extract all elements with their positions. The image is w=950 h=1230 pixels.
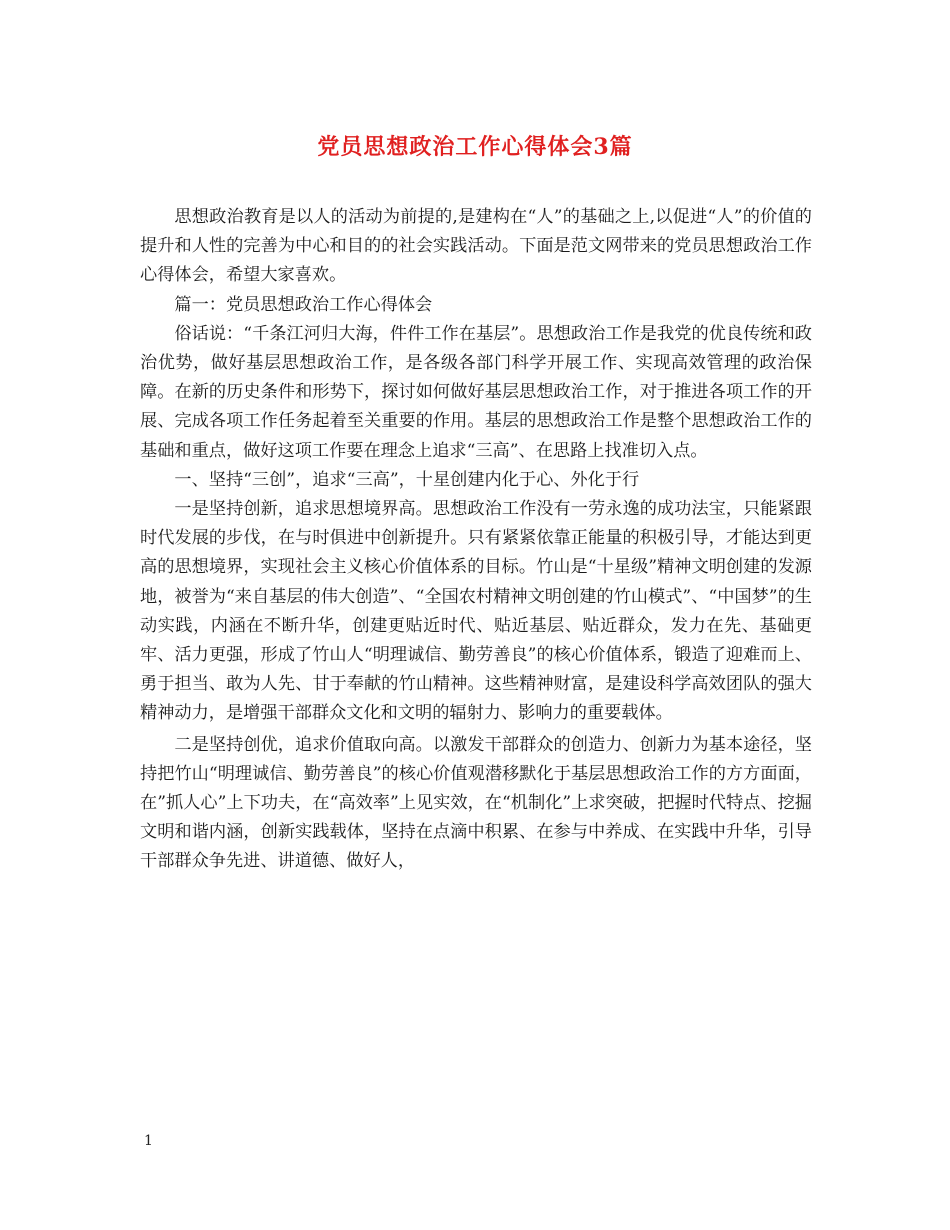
intro-paragraph: 思想政治教育是以人的活动为前提的,是建构在“人”的基础之上,以促进“人”的价值的提升和人性的完善为中心和目的的社会实践活动。下面是范文网带来的党员思想政治工作心得体会，希望大家喜欢。 [140,207,812,286]
body-paragraph: 一是坚持创新，追求思想境界高。思想政治工作没有一劳永逸的成功法宝，只能紧跟时代发展的步伐，在与时俱进中创新提升。只有紧紧依靠正能量的积极引导，才能达到更高的思想境界，实现社会主义核心价值体系的目标。竹山是“十星级”精神文明创建的发源地，被誉为“来自基层的伟大创造”、“全国农村精神文明创建的竹山模式”、“中国梦”的生动实践，内涵在不断升华，创建更贴近时代、贴近基层、贴近群众，发力在先、基础更牢、活力更强，形成了竹山人“明理诚信、勤劳善良”的核心价值体系，锻造了迎难而上、勇于担当、敢为人先、甘于奉献的竹山精神。这些精神财富，是建设科学高效团队的强大精神动力，是增强干部群众文化和文明的辐射力、影响力的重要载体。 [140,499,812,724]
document-title: 党员思想政治工作心得体会3篇 [317,134,633,160]
body-paragraph: 俗话说：“千条江河归大海，件件工作在基层”。思想政治工作是我党的优良传统和政治优势，做好基层思想政治工作，是各级各部门科学开展工作、实现高效管理的政治保障。在新的历史条件和形势下，探讨如何做好基层思想政治工作，对于推进各项工作的开展、完成各项工作任务起着至关重要的作用。基层的思想政治工作是整个思想政治工作的基础和重点，做好这项工作要在理念上追求“三高”、在思路上找准切入点。 [140,323,812,461]
body-paragraph: 二是坚持创优，追求价值取向高。以激发干部群众的创造力、创新力为基本途径，坚持把竹山“明理诚信、勤劳善良”的核心价值观潜移默化于基层思想政治工作的方方面面，在”抓人心”上下功夫，在“高效率”上见实效，在“机制化”上求突破，把握时代特点、挖掘文明和谐内涵，创新实践载体，坚持在点滴中积累、在参与中养成、在实践中升华，引导干部群众争先进、讲道德、做好人， [140,734,812,872]
page-number: 1 [144,1133,153,1149]
subsection-heading: 一、坚持“三创”，追求“三高”，十星创建内化于心、外化于行 [174,469,640,490]
document-body [140,203,812,877]
section-heading-part-one: 篇一：党员思想政治工作心得体会 [174,294,433,315]
